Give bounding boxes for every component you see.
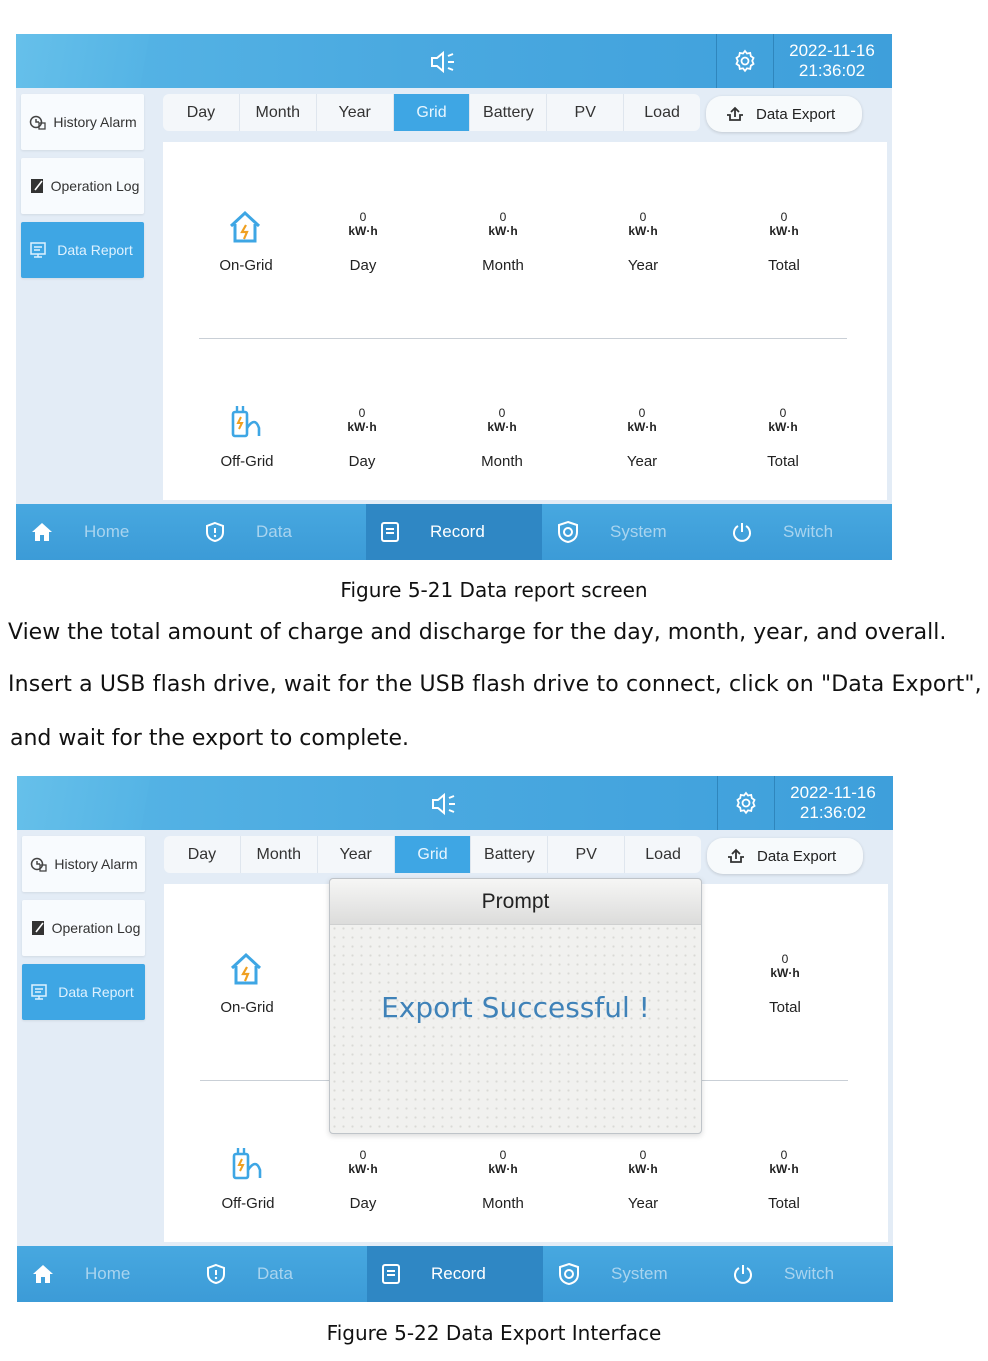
nav-switch[interactable] bbox=[732, 1246, 834, 1302]
datetime bbox=[776, 41, 888, 81]
sidebar-item-label: History Alarm bbox=[54, 856, 138, 872]
gear-icon bbox=[734, 791, 758, 815]
tab-year[interactable]: Year bbox=[318, 836, 395, 873]
off-grid-day-stat: 0 kW·h Day bbox=[347, 406, 377, 470]
data-export-label: Data Export bbox=[756, 105, 836, 123]
date-text: 2022-11-16 bbox=[789, 41, 875, 60]
nav-label: Record bbox=[430, 522, 485, 541]
nav-data[interactable] bbox=[205, 1246, 293, 1302]
data-export-button[interactable] bbox=[707, 838, 863, 874]
figure-caption-2: Figure 5-22 Data Export Interface bbox=[326, 1321, 662, 1345]
tab-month[interactable]: Month bbox=[240, 94, 317, 131]
paragraph-1: View the total amount of charge and discharge for the day, month, year, and overall. bbox=[8, 620, 947, 645]
power-icon bbox=[731, 521, 753, 543]
date-text: 2022-11-16 bbox=[790, 783, 876, 802]
off-grid-month-stat: 0 kW·h Month bbox=[482, 1148, 524, 1212]
operation-log-icon bbox=[30, 919, 48, 937]
sidebar-item-operation-log[interactable] bbox=[22, 900, 145, 956]
nav-label: Record bbox=[431, 1264, 486, 1283]
speaker-icon[interactable] bbox=[430, 792, 460, 816]
bottom-nav bbox=[16, 504, 892, 560]
tab-battery[interactable]: Battery bbox=[471, 836, 548, 873]
off-grid-year-stat: 0 kW·h Year bbox=[626, 406, 658, 470]
off-grid-day-stat: 0 kW·h Day bbox=[348, 1148, 378, 1212]
sidebar-item-label: Operation Log bbox=[50, 178, 140, 194]
nav-label: Data bbox=[256, 522, 292, 541]
off-grid-label: Off-Grid bbox=[221, 1195, 275, 1212]
nav-record[interactable] bbox=[366, 504, 542, 560]
nav-record[interactable] bbox=[367, 1246, 543, 1302]
tab-grid[interactable]: Grid bbox=[395, 836, 472, 873]
prompt-title: Prompt bbox=[330, 879, 701, 925]
data-report-icon bbox=[29, 241, 47, 259]
bottom-nav bbox=[17, 1246, 893, 1302]
sidebar-item-data-report[interactable] bbox=[21, 222, 144, 278]
sidebar-item-label: Data Report bbox=[58, 984, 134, 1000]
gear-icon bbox=[733, 49, 757, 73]
data-report-screen bbox=[16, 34, 892, 560]
nav-switch[interactable] bbox=[731, 504, 833, 560]
datetime bbox=[777, 783, 889, 823]
sidebar-item-history-alarm[interactable] bbox=[22, 836, 145, 892]
data-export-label: Data Export bbox=[757, 847, 837, 865]
tab-day[interactable]: Day bbox=[163, 94, 240, 131]
nav-label: Data bbox=[257, 1264, 293, 1283]
nav-data[interactable] bbox=[204, 504, 292, 560]
export-icon bbox=[726, 106, 744, 122]
nav-label: Home bbox=[84, 522, 130, 541]
on-grid-total-stat: 0 kW·h Total bbox=[768, 210, 800, 274]
tab-year[interactable]: Year bbox=[317, 94, 394, 131]
data-export-screen bbox=[17, 776, 893, 1302]
sidebar-item-operation-log[interactable] bbox=[21, 158, 144, 214]
on-grid-house-icon bbox=[228, 950, 264, 990]
tab-battery[interactable]: Battery bbox=[470, 94, 547, 131]
section-divider bbox=[199, 338, 847, 339]
nav-label: Switch bbox=[783, 522, 834, 541]
on-grid-label: On-Grid bbox=[219, 257, 273, 274]
tab-grid[interactable]: Grid bbox=[394, 94, 471, 131]
on-grid-day-stat: 0 kW·h Day bbox=[348, 210, 378, 274]
sidebar-item-label: Data Report bbox=[57, 242, 133, 258]
on-grid-month-stat: 0 kW·h Month bbox=[482, 210, 524, 274]
system-shield-icon bbox=[556, 520, 580, 544]
nav-label: Home bbox=[85, 1264, 131, 1283]
system-shield-icon bbox=[557, 1262, 581, 1286]
sidebar-item-label: History Alarm bbox=[53, 114, 137, 130]
off-grid-label: Off-Grid bbox=[220, 453, 274, 470]
period-tabs bbox=[163, 94, 700, 131]
tab-load[interactable]: Load bbox=[644, 103, 680, 121]
shield-icon bbox=[204, 521, 226, 543]
home-icon bbox=[30, 521, 54, 543]
record-icon bbox=[380, 521, 400, 543]
nav-label: Switch bbox=[784, 1264, 835, 1283]
settings-button[interactable] bbox=[716, 34, 774, 88]
paragraph-2: Insert a USB flash drive, wait for the USB flash drive to connect, click on "Data Export", bbox=[8, 672, 982, 697]
data-report-icon bbox=[30, 983, 48, 1001]
nav-label: System bbox=[611, 1264, 668, 1283]
report-panel bbox=[163, 142, 887, 500]
figure-caption-1: Figure 5-21 Data report screen bbox=[340, 578, 648, 602]
sidebar-item-label: Operation Log bbox=[51, 920, 141, 936]
off-grid-total-stat: 0 kW·h Total bbox=[768, 1148, 800, 1212]
prompt-dialog[interactable] bbox=[329, 878, 702, 1134]
tab-pv[interactable]: PV bbox=[547, 94, 624, 131]
operation-log-icon bbox=[29, 177, 47, 195]
sidebar-item-data-report[interactable] bbox=[22, 964, 145, 1020]
tab-load[interactable]: Load bbox=[645, 845, 681, 863]
time-text: 21:36:02 bbox=[798, 61, 866, 80]
history-alarm-icon bbox=[30, 855, 48, 873]
history-alarm-icon bbox=[29, 113, 47, 131]
tab-day[interactable]: Day bbox=[164, 836, 241, 873]
off-grid-month-stat: 0 kW·h Month bbox=[481, 406, 523, 470]
time-text: 21:36:02 bbox=[799, 803, 867, 822]
nav-system[interactable] bbox=[556, 504, 667, 560]
prompt-message: Export Successful ! bbox=[381, 991, 650, 1024]
tab-pv[interactable]: PV bbox=[548, 836, 625, 873]
sidebar-item-history-alarm[interactable] bbox=[21, 94, 144, 150]
off-grid-total-stat: 0 kW·h Total bbox=[767, 406, 799, 470]
home-icon bbox=[31, 1263, 55, 1285]
settings-button[interactable] bbox=[717, 776, 775, 830]
nav-system[interactable] bbox=[557, 1246, 668, 1302]
paragraph-3: and wait for the export to complete. bbox=[10, 726, 410, 751]
off-grid-plug-icon bbox=[228, 402, 264, 442]
nav-home[interactable] bbox=[31, 1246, 130, 1302]
period-tabs bbox=[164, 836, 701, 873]
nav-home[interactable] bbox=[30, 504, 129, 560]
nav-label: System bbox=[610, 522, 667, 541]
on-grid-label: On-Grid bbox=[220, 999, 274, 1016]
record-icon bbox=[381, 1263, 401, 1285]
power-icon bbox=[732, 1263, 754, 1285]
tab-month[interactable]: Month bbox=[241, 836, 318, 873]
on-grid-year-stat: 0 kW·h Year bbox=[627, 210, 659, 274]
top-bar bbox=[17, 776, 893, 830]
data-export-button[interactable] bbox=[706, 96, 862, 132]
off-grid-plug-icon bbox=[229, 1144, 265, 1184]
on-grid-house-icon bbox=[227, 208, 263, 248]
top-bar bbox=[16, 34, 892, 88]
off-grid-year-stat: 0 kW·h Year bbox=[627, 1148, 659, 1212]
shield-icon bbox=[205, 1263, 227, 1285]
export-icon bbox=[727, 848, 745, 864]
speaker-icon[interactable] bbox=[429, 50, 459, 74]
on-grid-total-stat: 0 kW·h Total bbox=[769, 952, 801, 1016]
